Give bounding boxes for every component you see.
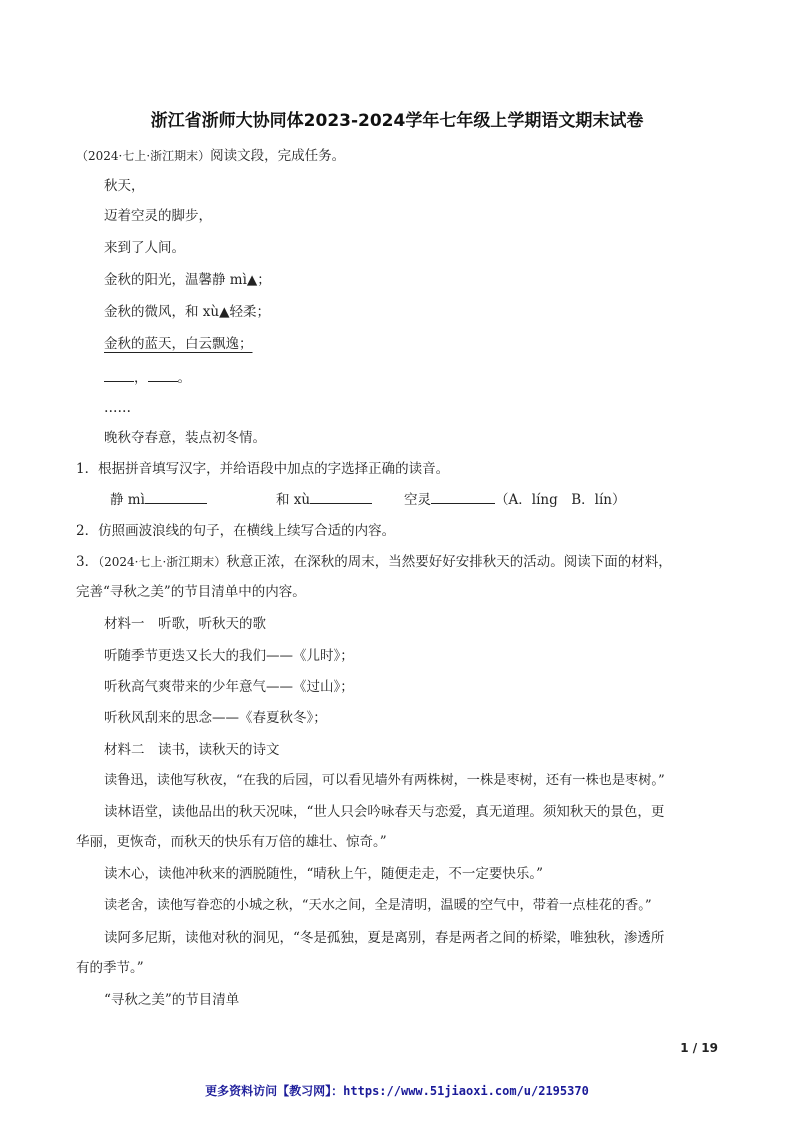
poem-line-6-wavy: 金秋的蓝天，白云飘逸； (104, 336, 253, 352)
q1-item-1-label: 静 mì (110, 492, 145, 508)
material-1-line-2: 听秋高气爽带来的少年意气——《过山》； (104, 679, 354, 695)
q1-item-2-label: 和 xù (276, 492, 311, 508)
question-3-line-1 (76, 552, 672, 572)
q1-item-3 (404, 489, 625, 510)
material-2-heading: 材料二 读书，读秋天的诗文 (104, 742, 280, 758)
material-2-para-4: 读老舍，读他写眷恋的小城之秋，“天水之间，全是清明，温暖的空气中，带着一点桂花的香。” (104, 898, 652, 913)
material-1-line-3: 听秋风刮来的思念——《春夏秋冬》； (104, 710, 327, 726)
intro-text: 阅读文段，完成任务。 (210, 148, 346, 164)
answer-blank[interactable] (431, 489, 495, 504)
blank-separator: ， (134, 370, 148, 386)
intro-line (76, 146, 345, 166)
answer-blank[interactable] (104, 367, 134, 382)
question-2: 2．仿照画波浪线的句子，在横线上续写合适的内容。 (76, 523, 396, 539)
poem-line-4: 金秋的阳光，温馨静 mì▲； (104, 272, 271, 288)
poem-line-1: 秋天， (104, 178, 145, 194)
poem-line-9: 晚秋夺春意，装点初冬情。 (104, 430, 266, 446)
poem-line-ellipsis: …… (104, 400, 131, 416)
q1-item-3-label: 空灵 (404, 492, 431, 508)
answer-blank[interactable] (310, 489, 372, 504)
poem-line-5: 金秋的微风，和 xù▲轻柔； (104, 304, 270, 320)
material-2-para-3: 读木心，读他冲秋来的洒脱随性，“晴秋上午，随便走走，不一定要快乐。” (104, 866, 544, 882)
material-2-para-5b: 有的季节。” (76, 960, 144, 976)
page-title: 浙江省浙师大协同体2023-2024学年七年级上学期语文期末试卷 (150, 111, 644, 131)
material-2-para-2a: 读林语堂，读他品出的秋天况味，“世人只会吟咏春天与恋爱，真无道理。须知秋天的景色，更 (104, 804, 665, 820)
poem-line-7-blanks (104, 367, 191, 388)
material-2-para-2b: 华丽，更恢奇，而秋天的快乐有万倍的雄壮、惊奇。” (76, 834, 387, 850)
material-2-para-1: 读鲁迅，读他写秋夜，“在我的后园，可以看见墙外有两株树，一株是枣树，还有一株也是枣树。” (104, 773, 665, 788)
poem-line-2: 迈着空灵的脚步， (104, 208, 212, 224)
q3-source: （2024·七上·浙江期末） (98, 555, 227, 569)
q1-item-1 (110, 489, 207, 510)
page-number: 1 / 19 (680, 1041, 718, 1055)
answer-blank[interactable] (148, 367, 178, 382)
footer-link[interactable]: 更多资料访问【教习网】：https://www.51jiaoxi.com/u/2195370 (205, 1084, 589, 1098)
q1-item-2 (276, 489, 372, 510)
answer-blank[interactable] (145, 489, 207, 504)
question-1: 1．根据拼音填写汉字，并给语段中加点的字选择正确的读音。 (76, 461, 450, 477)
blank-end: 。 (177, 370, 191, 386)
intro-source: （2024·七上·浙江期末） (76, 149, 211, 163)
question-3-line-2: 完善“寻秋之美”的节目清单中的内容。 (76, 584, 306, 600)
q3-text-1: 秋意正浓，在深秋的周末，当然要好好安排秋天的活动。阅读下面的材料， (226, 554, 672, 570)
q1-options: （A．líng B．lín） (495, 492, 626, 508)
material-1-heading: 材料一 听歌，听秋天的歌 (104, 616, 266, 632)
material-1-line-1: 听随季节更迭又长大的我们——《儿时》； (104, 648, 354, 664)
program-list-heading: “寻秋之美”的节目清单 (104, 992, 240, 1008)
q3-prefix: 3． (76, 554, 99, 570)
material-2-para-5a: 读阿多尼斯，读他对秋的洞见，“冬是孤独，夏是离别，春是两者之间的桥梁，唯独秋，渗透所 (104, 930, 665, 946)
poem-line-3: 来到了人间。 (104, 240, 185, 256)
